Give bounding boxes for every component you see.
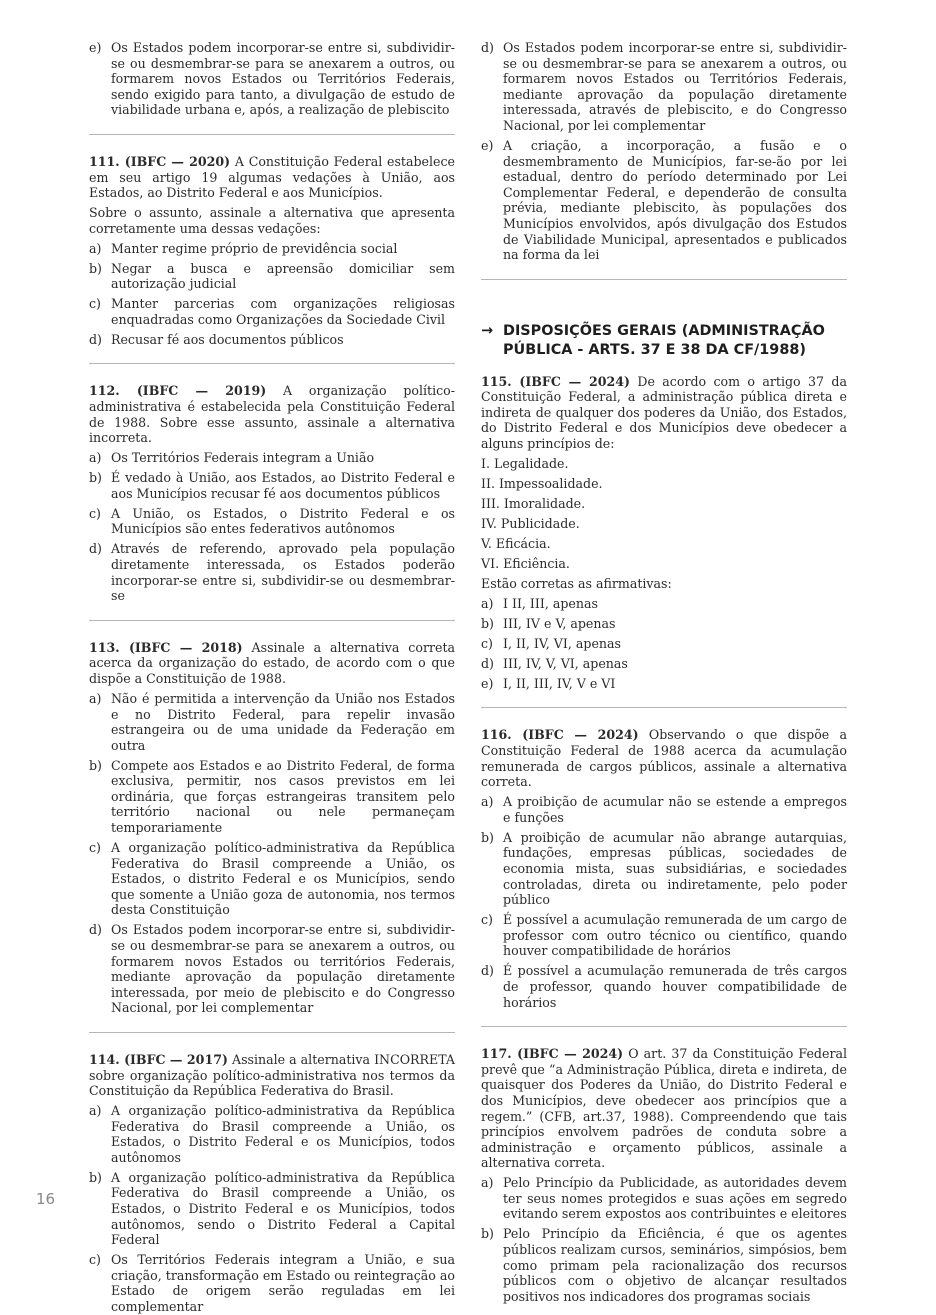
left-column [89, 40, 455, 1315]
option-c: c) A organização político-administrativa da República Federativa do Brasil compreende a União, os Estados, o distrito Federal e os Municípios, sendo que somente a União goza de autonomia, nos termos desta Constituição [89, 840, 455, 918]
question-number: 117. (IBFC — 2024) [481, 1046, 624, 1062]
divider [89, 1032, 455, 1033]
option-a: a) A proibição de acumular não se estende a empregos e funções [481, 794, 847, 825]
question-number: 114. (IBFC — 2017) [89, 1051, 228, 1067]
option-d: d) É possível a acumulação remunerada de três cargos de professor, quando houver compatibilidade de horários [481, 963, 847, 1010]
option-a: a) Pelo Princípio da Publicidade, as autoridades devem ter seus nomes protegidos e suas ações em segredo evitando serem expostos aos contribuintes e eleitores [481, 1175, 847, 1222]
option-a: a) Os Territórios Federais integram a União [89, 450, 375, 466]
question-number: 111. (IBFC — 2020) [89, 153, 231, 169]
option-c: c) Manter parcerias com organizações religiosas enquadradas como Organizações da Sociedade Civil [89, 296, 455, 327]
option-c: c) Os Territórios Federais integram a União, e sua criação, transformação em Estado ou reintegração ao Estado de origem serão reguladas em lei complementar [89, 1252, 455, 1315]
question-statement: 115. (IBFC — 2024) De acordo com o artigo 37 da Constituição Federal, a administração pública direta e indireta de qualquer dos poderes da União, dos Estados, do Distrito Federal e dos Municípios deve obedecer a alguns princípios de: [481, 373, 847, 452]
question-number: 112. (IBFC — 2019) [89, 383, 267, 399]
option-b: b) III, IV e V, apenas [481, 615, 616, 631]
option-b: b) Pelo Princípio da Eficiência, é que os agentes públicos realizam cursos, seminários, simpósios, bem como primam pela racionalização dos recursos públicos com o objetivo de alcançar resultados positivos nos indicadores dos programas sociais [481, 1226, 847, 1304]
option-letter: e) [89, 40, 102, 55]
question-number: 116. (IBFC — 2024) [481, 727, 639, 743]
divider [481, 1026, 847, 1027]
option-b: b) Compete aos Estados e ao Distrito Federal, de forma exclusiva, permitir, nos casos previstos em lei ordinária, que forças estrangeiras transitem pelo território nacional ou nele permaneçam temporariamente [89, 757, 455, 836]
principle-item: V. Eficácia. [481, 536, 551, 551]
option-b: b) A proibição de acumular não abrange autarquias, fundações, empresas públicas, sociedades de economia mista, suas subsidiárias, e sociedades controladas, direta ou indiretamente, pelo poder público [481, 829, 847, 908]
option-e: e) I, II, III, IV, V e VI [481, 675, 616, 691]
principle-item: I. Legalidade. [481, 456, 569, 472]
question-prompt: Sobre o assunto, assinale a alternativa que apresenta corretamente uma dessas vedações: [89, 205, 455, 236]
principle-item: IV. Publicidade. [481, 516, 580, 532]
option-d: d) Através de referendo, aprovado pela população diretamente interessada, os Estados poderão incorporar-se entre si, subdividir-se ou desmembrar-se [89, 541, 455, 604]
option-c: c) É possível a acumulação remunerada de um cargo de professor com outro técnico ou científico, quando houver compatibilidade de horários [481, 912, 847, 959]
question-114-option-e: e) A criação, a incorporação, a fusão e o desmembramento de Municípios, far-se-ão por lei estadual, dentro do período determinado por Lei Complementar Federal, e dependerão de consulta prévia, mediante plebiscito, às populações dos Municípios envolvidos, após divulgação dos Estudos de Viabilidade Municipal, apresentados e publicados na forma da lei [481, 137, 847, 263]
principle-item: II. Impessoalidade. [481, 476, 603, 492]
option-a: a) Não é permitida a intervenção da União nos Estados e no Distrito Federal, para repelir invasão estrangeira ou de uma unidade da Federação em outra [89, 690, 455, 753]
question-number: 113. (IBFC — 2018) [89, 639, 243, 655]
option-d: d) Recusar fé aos documentos públicos [89, 331, 344, 347]
right-column [481, 40, 847, 1304]
question-number: 115. (IBFC — 2024) [481, 373, 630, 389]
principle-item: III. Imoralidade. [481, 496, 586, 512]
question-113 [89, 640, 455, 1016]
question-117 [481, 1046, 847, 1304]
page-number: 16 [36, 1190, 56, 1208]
question-114-option-d: d) Os Estados podem incorporar-se entre si, subdividir-se ou desmembrar-se para se anexarem a outros, ou formarem novos Estados ou Territórios Federais, mediante aprovação da população diretamente interessada, através de plebiscito, e do Congresso Nacional, por lei complementar [481, 40, 847, 133]
option-a: a) Manter regime próprio de previdência social [89, 240, 398, 256]
option-d: d) III, IV, V, VI, apenas [481, 655, 628, 671]
option-a: a) I II, III, apenas [481, 595, 598, 611]
question-111 [89, 154, 455, 347]
question-prompt: Estão corretas as afirmativas: [481, 575, 672, 591]
option-d: d) Os Estados podem incorporar-se entre si, subdividir- se ou desmembrar-se para se anexarem a outros, ou formarem novos Estados ou territórios Federais, mediante aprovação da população diretamente interessada, por meio de plebiscito e do Congresso Nacional, por lei complementar [89, 922, 455, 1016]
option-b: b) A organização político-administrativa da República Federativa do Brasil compreende a União, os Estados, o Distrito Federal e os Municípios, todos autônomos, sendo o Distrito Federal a Capital Federal [89, 1169, 455, 1248]
divider [89, 134, 455, 135]
question-statement: 113. (IBFC — 2018) Assinale a alternativa correta acerca da organização do estado, de acordo com o que dispõe a Constituição de 1988. [89, 639, 456, 686]
divider [89, 620, 455, 621]
question-115 [481, 374, 847, 692]
question-statement: 114. (IBFC — 2017) Assinale a alternativa INCORRETA sobre organização político-administrativa nos termos da Constituição da República Federativa do Brasil. [89, 1051, 455, 1099]
question-110-option-e [89, 40, 455, 118]
option-text: Os Estados podem incorporar-se entre si, subdividir-se ou desmembrar-se para se anexarem a outros, ou formarem novos Estados ou Territórios Federais, sendo exigido para tanto, a divulgação de estudo de viabilidade urbana e, após, a realização de plebiscito [111, 40, 455, 118]
question-114 [89, 1052, 455, 1315]
question-116 [481, 727, 847, 1010]
option-c: c) A União, os Estados, o Distrito Federal e os Municípios são entes federativos autônomos [89, 505, 455, 537]
question-statement: 111. (IBFC — 2020) A Constituição Federal estabelece em seu artigo 19 algumas vedações à União, aos Estados, ao Distrito Federal e aos Municípios. [89, 153, 455, 201]
section-title: DISPOSIÇÕES GERAIS (ADMINISTRAÇÃO PÚBLICA - ARTS. 37 E 38 DA CF/1988) [503, 322, 825, 358]
option-a: a) A organização político-administrativa da República Federativa do Brasil compreende a União, os Estados, o Distrito Federal e os Municípios, todos autônomos [89, 1103, 455, 1165]
section-heading [481, 322, 847, 360]
divider [481, 279, 847, 280]
divider [89, 363, 455, 364]
option-c: c) I, II, IV, VI, apenas [481, 635, 621, 651]
question-statement: 117. (IBFC — 2024) O art. 37 da Constituição Federal prevê que “a Administração Pública, direta e indireta, de quaisquer dos Poderes da União, do Distrito Federal e dos Municípios, deve obedecer aos princípios que a regem.” (CFB, art.37, 1988). Compreendendo que tais princípios envolvem padrões de conduta sobre a administração e orçamento públicos, assinale a alternativa correta. [481, 1046, 848, 1171]
question-statement: 116. (IBFC — 2024) Observando o que dispõe a Constituição Federal de 1988 acerca da acumulação remunerada de cargos públicos, assinale a alternativa correta. [481, 727, 848, 790]
question-112 [89, 383, 455, 603]
option-b: b) Negar a busca e apreensão domiciliar sem autorização judicial [89, 260, 455, 292]
principle-item: VI. Eficiência. [481, 555, 570, 571]
question-statement: 112. (IBFC — 2019) A organização político-administrativa é estabelecida pela Constituição Federal de 1988. Sobre esse assunto, assinale a alternativa incorreta. [89, 383, 455, 446]
arrow-right-icon: → [481, 322, 494, 339]
option-b: b) É vedado à União, aos Estados, ao Distrito Federal e aos Municípios recusar fé aos documentos públicos [89, 470, 455, 501]
divider [481, 707, 847, 708]
